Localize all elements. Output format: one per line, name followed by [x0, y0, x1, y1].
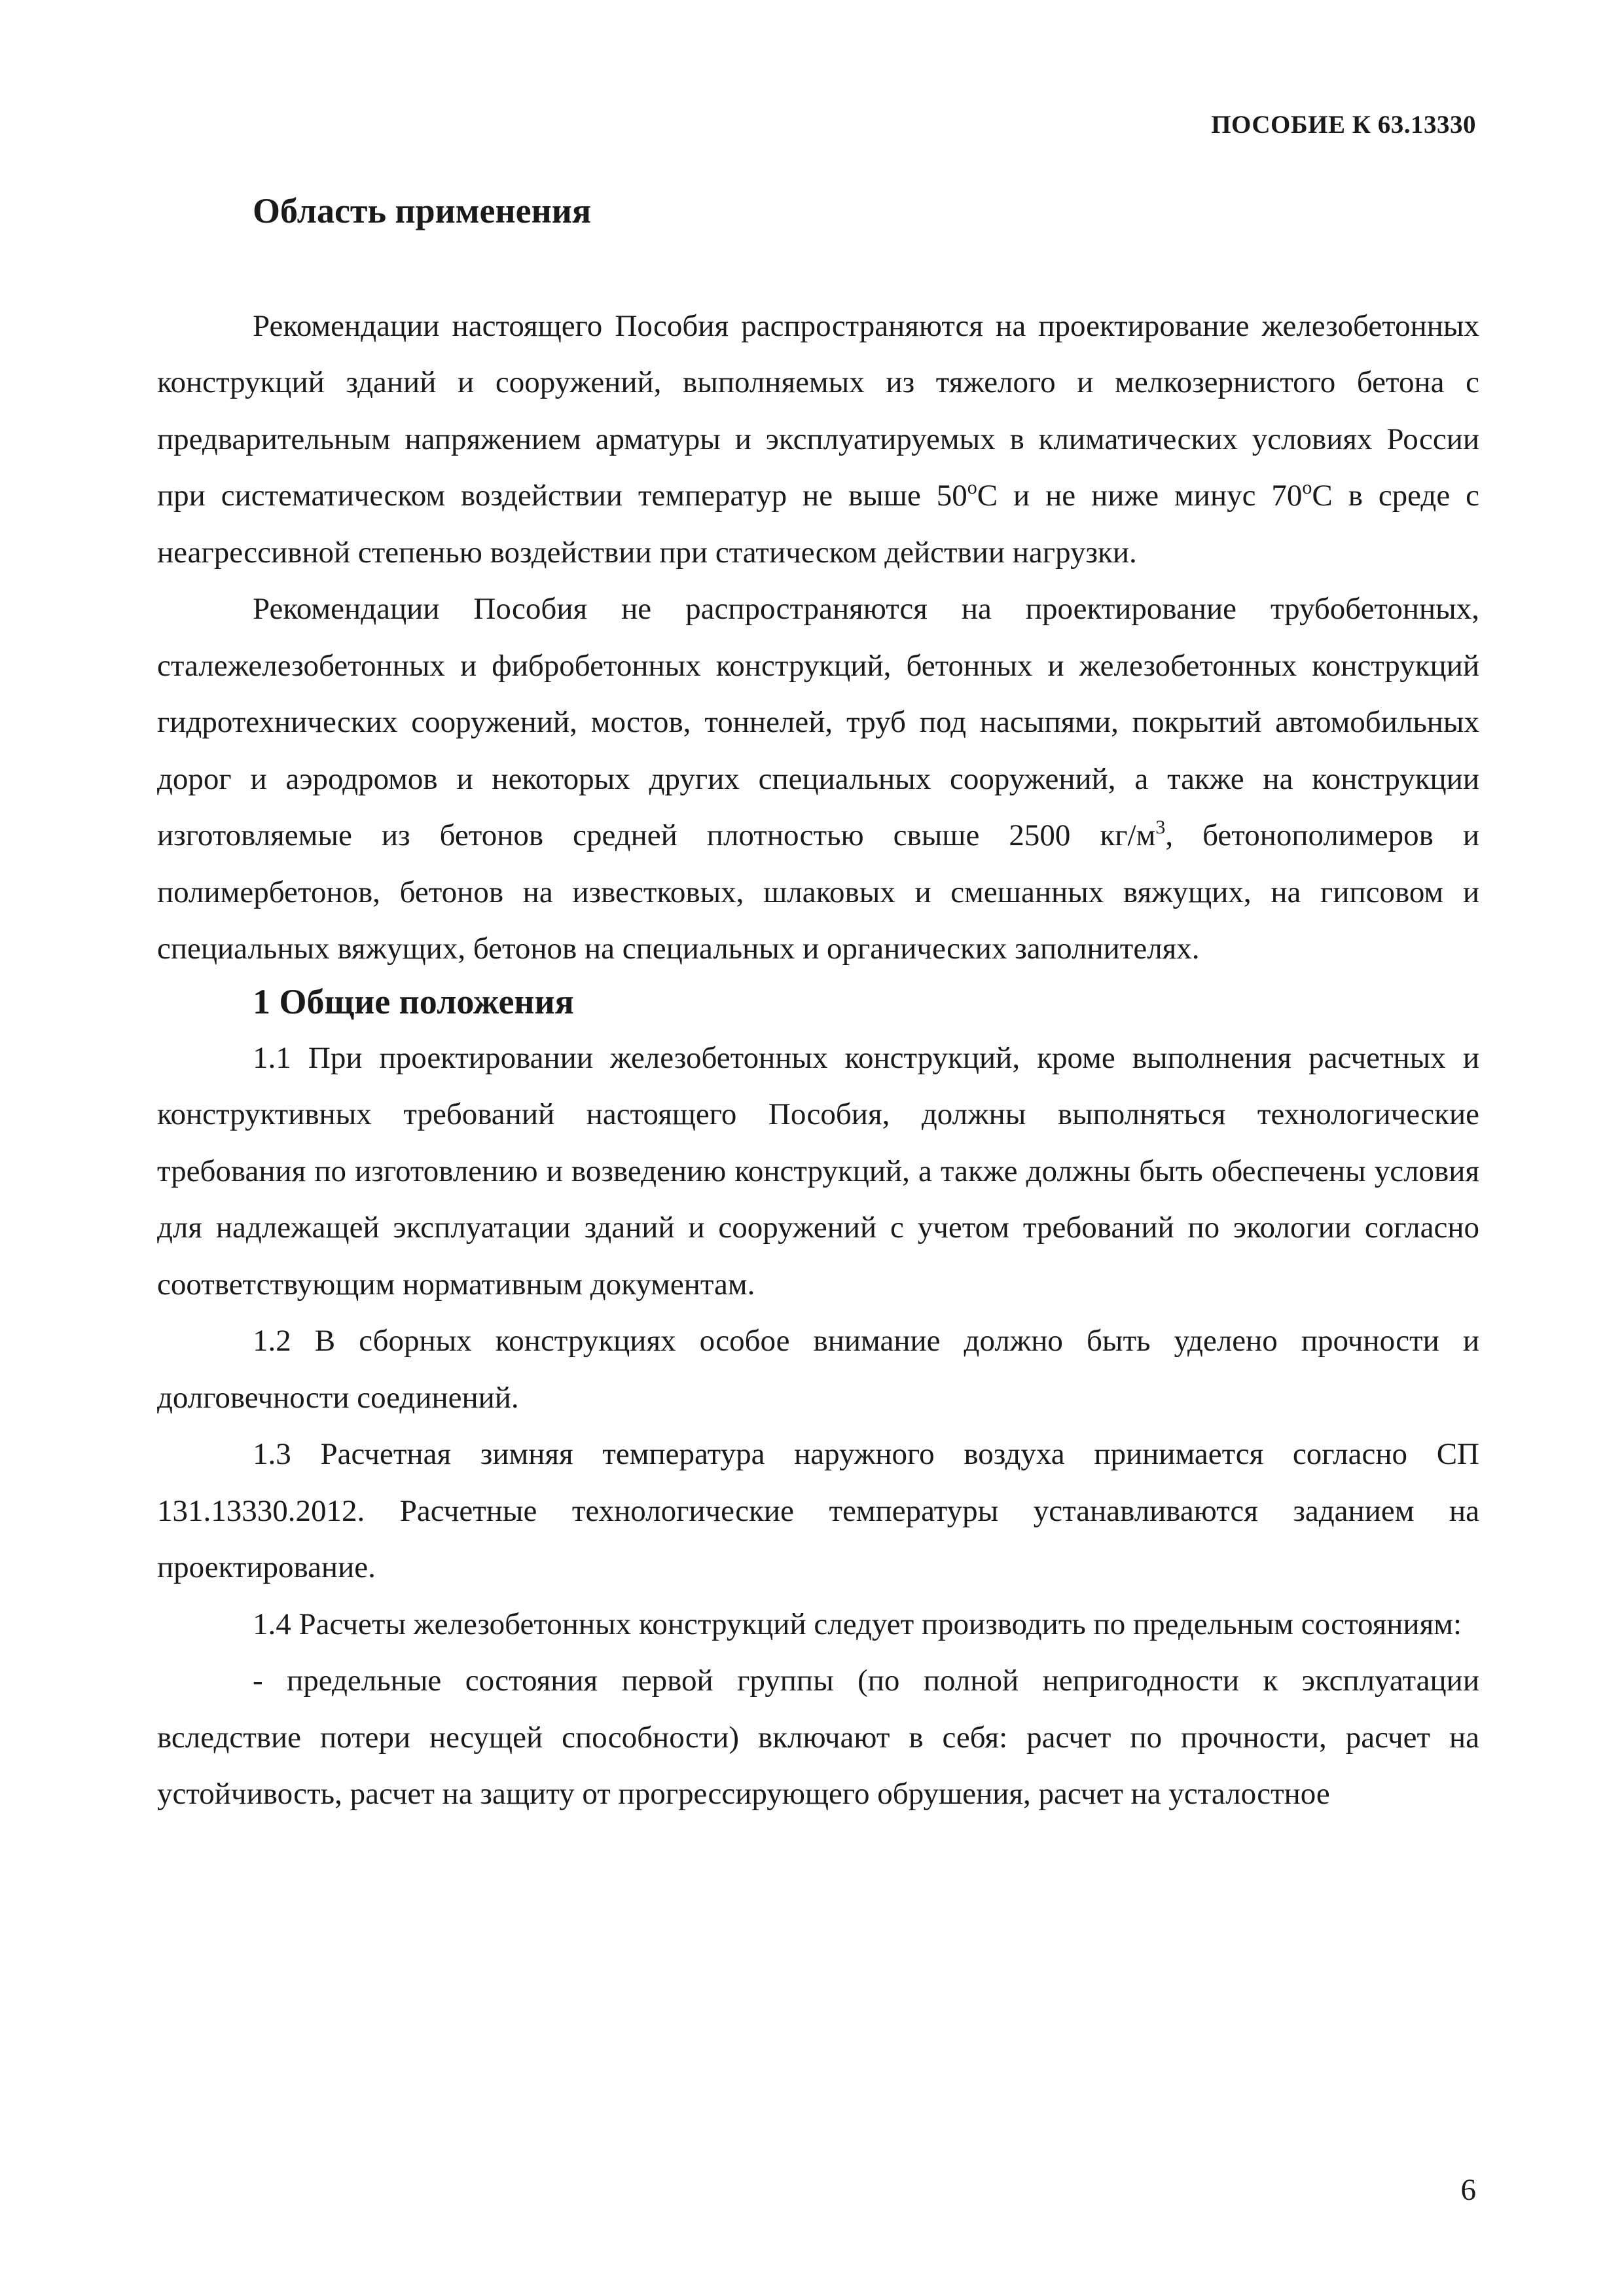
cubic-superscript: 3 — [1155, 816, 1166, 839]
degree-superscript: o — [967, 477, 977, 499]
document-code-header: ПОСОБИЕ К 63.13330 — [1211, 111, 1476, 139]
page-content — [157, 190, 1479, 1823]
scope-p2-text-a: Рекомендации Пособия не распространяются на проектирование трубобетонных, сталежелезобетонных и фибробетонных конструкций, бетонных и железобетонных конструкций гидротехнических сооружений, мостов, тоннелей, труб под насыпями, покрытий автомобильных дорог и аэродромов и некоторых других специальных сооружений, а также на конструкции изготовляемые из бетонов средней плотностью свыше 2500 кг/м — [157, 592, 1479, 853]
clause-1-3: 1.3 Расчетная зимняя температура наружного воздуха принимается согласно СП 131.13330.2012. Расчетные технологические температуры устанавливаются заданием на проектирование. — [157, 1437, 1479, 1585]
section-title-scope: Область применения — [253, 191, 592, 230]
scope-p1-text-c: С в среде с неагрессивной степенью воздействии при статическом действии нагрузки. — [157, 479, 1479, 570]
clause-1-4: 1.4 Расчеты железобетонных конструкций следует производить по предельным состояниям: — [253, 1607, 1462, 1641]
clause-1-2: 1.2 В сборных конструкциях особое внимание должно быть уделено прочности и долговечности соединений. — [157, 1324, 1479, 1415]
degree-superscript: o — [1302, 477, 1312, 499]
scope-p1-text-a: Рекомендации настоящего Пособия распространяются на проектирование железобетонных конструкций зданий и сооружений, выполняемых из тяжелого и мелкозернистого бетона с предварительным напряжением арматуры и эксплуатируемых в климатических условиях России при систематическом воздействии температур не выше 50 — [157, 308, 1479, 513]
clause-1-1: 1.1 При проектировании железобетонных конструкций, кроме выполнения расчетных и конструктивных требований настоящего Пособия, должны выполняться технологические требования по изготовлению и возведению конструкций, а также должны быть обеспечены условия для надлежащей эксплуатации зданий и сооружений с учетом требований по экологии согласно соответствующим нормативным документам. — [157, 1040, 1479, 1302]
scope-paragraph-2 — [157, 581, 1479, 977]
scope-paragraph-1 — [157, 298, 1479, 581]
page-number: 6 — [1460, 2173, 1476, 2207]
scope-p1-text-b: С и не ниже минус 70 — [977, 479, 1303, 513]
section-title-general: 1 Общие положения — [253, 981, 574, 1021]
clause-1-4-item-1: - предельные состояния первой группы (по полной непригодности к эксплуатации вследствие потери несущей способности) включают в себя: расчет по прочности, расчет на устойчивость, расчет на защиту от прогрессирующего обрушения, расчет на усталостное — [157, 1664, 1479, 1812]
scope-p2-text-b: , бетонополимеров и полимербетонов, бетонов на известковых, шлаковых и смешанных вяжущих, на гипсовом и специальных вяжущих, бетонов на специальных и органических заполнителях. — [157, 818, 1479, 966]
